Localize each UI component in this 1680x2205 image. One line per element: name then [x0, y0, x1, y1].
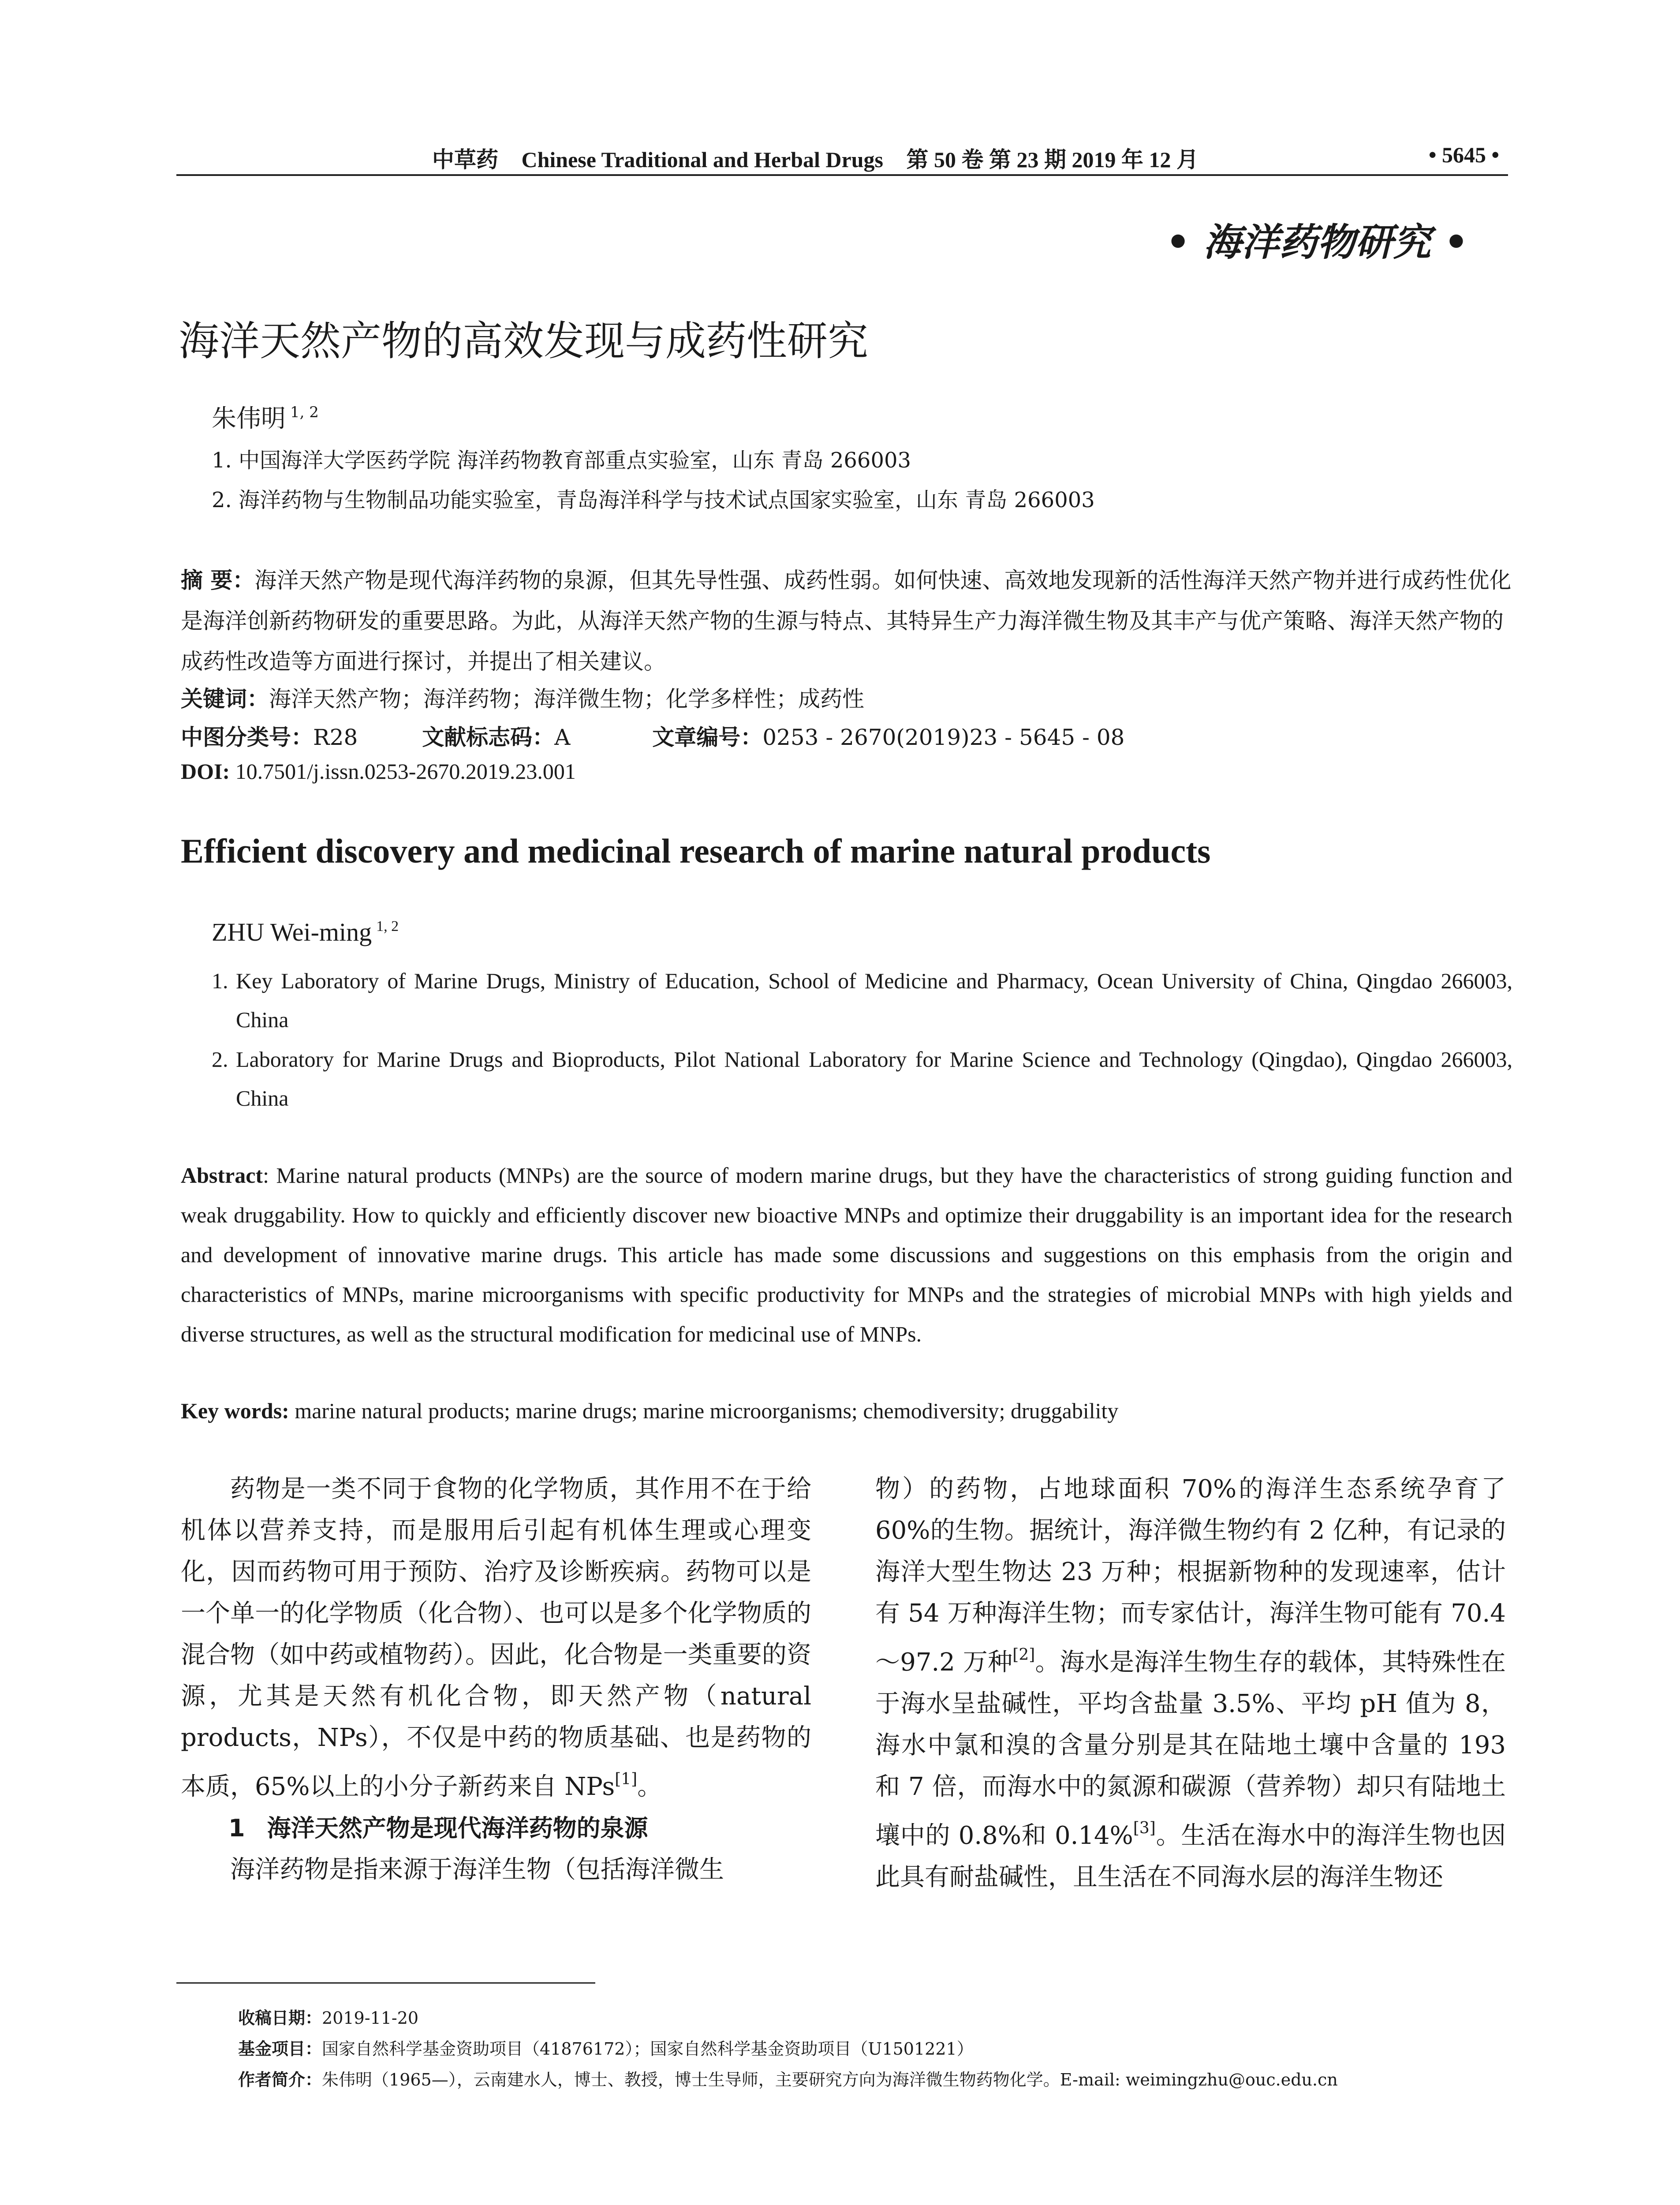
- doi-line: [181, 759, 576, 784]
- body-column-left: [181, 1469, 811, 1891]
- column-tag: • 海洋药物研究 •: [1166, 220, 1468, 265]
- clc-label: 中图分类号：: [181, 725, 313, 750]
- author-sup-cn: 1, 2: [290, 404, 319, 421]
- article-no-value: 0253 - 2670(2019)23 - 5645 - 08: [762, 725, 1125, 750]
- journal-name-cn: 中草药: [432, 146, 498, 172]
- body-paragraph-1-text: 药物是一类不同于食物的化学物质，其作用不在于给机体以营养支持，而是服用后引起有机体生理或心理变化，因而药物可用于预防、治疗及诊断疾病。药物可以是一个单一的化学物质（化合物）、也可以是多个化学物质的混合物（如中药或植物药）。因此，化合物是一类重要的资源，尤其是天然有机化合物，即天然产物（natural products，NPs），不仅是中药的物质基础、也是药物的本质，65%以上的小分子新药来自 NPs: [181, 1475, 811, 1801]
- title-cn: 海洋天然产物的高效发现与成药性研究: [179, 318, 869, 365]
- doc-code-value: A: [554, 725, 571, 750]
- keywords-en: [181, 1398, 1118, 1424]
- footnote-author-bio: [238, 2066, 1338, 2090]
- body-right-text-a: 物）的药物，占地球面积 70%的海洋生态系统孕育了 60%的生物。据统计，海洋微生物约有 2 亿种，有记录的海洋大型生物达 23 万种；根据新物种的发现速率，估计有 54 万种海洋生物；而专家估计，海洋生物可能有 70.4～97.2 万种: [875, 1475, 1506, 1677]
- keywords-en-label: Key words:: [181, 1398, 289, 1423]
- journal-info: [432, 142, 1198, 174]
- keywords-cn-label: 关键词：: [181, 686, 269, 712]
- journal-name-en: Chinese Traditional and Herbal Drugs: [521, 147, 883, 172]
- page-number: • 5645 •: [1428, 142, 1499, 167]
- affiliation-cn-2: 2. 海洋药物与生物制品功能实验室，青岛海洋科学与技术试点国家实验室，山东 青岛 266003: [212, 488, 1095, 512]
- body-right-text-b: 。海水是海洋生物生存的载体，其特殊性在于海水呈盐碱性，平均含盐量 3.5%、平均 pH 值为 8，海水中氯和溴的含量分别是其在陆地土壤中含量的 193 和 7 倍，而海水中的氮源和碳源（营养物）却只有陆地土壤中的 0.8%和 0.14%: [875, 1648, 1506, 1850]
- section-heading-1: [181, 1808, 811, 1849]
- affiliation-en-2-num: 2.: [212, 1047, 228, 1072]
- body-paragraph-1: [181, 1469, 811, 1808]
- abstract-en: [181, 1155, 1512, 1354]
- citation-2: [2]: [1012, 1646, 1035, 1664]
- body-paragraph-2: 海洋药物是指来源于海洋生物（包括海洋微生: [230, 1855, 724, 1884]
- clc-value: R28: [313, 725, 358, 750]
- fund-label: 基金项目：: [238, 2039, 322, 2059]
- author-en: [212, 917, 399, 947]
- author-sup-en: 1, 2: [376, 918, 399, 934]
- abstract-en-text: : Marine natural products (MNPs) are the source of modern marine drugs, but they have the characteristics of strong guiding function and weak druggability. How to quickly and efficiently discover new bioactive MNPs and optimize their druggability is an important idea for the research and development of innovative marine drugs. This article has made some discussions and suggestions on this emphasis from the origin and characteristics of MNPs, marine microorganisms with specific productivity for MNPs and the strategies of microbial MNPs with high yields and diverse structures, as well as the structural modification for medicinal use of MNPs.: [181, 1163, 1512, 1346]
- footnote-rule: [176, 1982, 595, 1984]
- body-right-text-c: 。生活在海水中的海洋生物也因此具有耐盐碱性，且生活在不同海水层的海洋生物还: [875, 1821, 1506, 1891]
- running-header: [176, 142, 1508, 176]
- affiliation-cn-1: 1. 中国海洋大学医药学院 海洋药物教育部重点实验室，山东 青岛 266003: [212, 448, 911, 473]
- section-title: 海洋天然产物是现代海洋药物的泉源: [267, 1814, 648, 1842]
- received-label: 收稿日期：: [238, 2008, 322, 2028]
- author-name-cn: 朱伟明: [212, 404, 286, 433]
- affiliation-en-1: [212, 961, 1512, 1039]
- body-paragraph-right: [875, 1469, 1506, 1898]
- affiliation-en-2: [212, 1040, 1512, 1117]
- doc-code-label: 文献标志码：: [422, 725, 555, 750]
- affiliation-en-2-text: Laboratory for Marine Drugs and Bioproducts, Pilot National Laboratory for Marine Science and Technology (Qingdao), Qingdao 266003, China: [236, 1047, 1512, 1110]
- citation-3: [3]: [1133, 1819, 1156, 1837]
- body-column-right: [875, 1469, 1506, 1898]
- section-number: 1: [228, 1814, 245, 1842]
- author-cn: [212, 399, 319, 434]
- keywords-cn-text: 海洋天然产物；海洋药物；海洋微生物；化学多样性；成药性: [269, 686, 864, 712]
- abstract-cn-label: 摘 要：: [181, 568, 255, 593]
- affiliation-en-1-num: 1.: [212, 968, 228, 993]
- title-en: Efficient discovery and medicinal research of marine natural products: [181, 832, 1211, 870]
- author-name-en: ZHU Wei-ming: [212, 918, 372, 946]
- issue-info: 第 50 卷 第 23 期 2019 年 12 月: [906, 147, 1198, 172]
- bio-label: 作者简介：: [238, 2070, 322, 2089]
- classification-line: [181, 720, 1125, 751]
- fund-text: 国家自然科学基金资助项目（41876172）；国家自然科学基金资助项目（U1501221）: [322, 2039, 974, 2059]
- citation-1: [1]: [615, 1770, 638, 1788]
- affiliation-en-1-text: Key Laboratory of Marine Drugs, Ministry of Education, School of Medicine and Pharmacy, Ocean University of China, Qingdao 266003, China: [236, 968, 1512, 1032]
- article-no-label: 文章编号：: [652, 725, 763, 750]
- abstract-cn-text: 海洋天然产物是现代海洋药物的泉源，但其先导性强、成药性弱。如何快速、高效地发现新的活性海洋天然产物并进行成药性优化是海洋创新药物研发的重要思路。为此，从海洋天然产物的生源与特点、其特异生产力海洋微生物及其丰产与优产策略、海洋天然产物的成药性改造等方面进行探讨，并提出了相关建议。: [181, 568, 1512, 674]
- header-rule: [176, 174, 1508, 176]
- doi-value: 10.7501/j.issn.0253-2670.2019.23.001: [235, 759, 576, 784]
- received-date: 2019-11-20: [322, 2008, 419, 2028]
- keywords-cn: [181, 681, 864, 713]
- abstract-cn: [181, 560, 1512, 682]
- body-paragraph-1-end: 。: [637, 1772, 662, 1801]
- keywords-en-text: marine natural products; marine drugs; marine microorganisms; chemodiversity; druggability: [289, 1398, 1119, 1423]
- footnote-received: [238, 2004, 418, 2029]
- bio-text: 朱伟明（1965—），云南建水人，博士、教授，博士生导师，主要研究方向为海洋微生物药物化学。E-mail: weimingzhu@ouc.edu.cn: [322, 2070, 1338, 2089]
- footnote-fund: [238, 2035, 974, 2059]
- doi-label: DOI:: [181, 759, 230, 784]
- abstract-en-label: Abstract: [181, 1163, 263, 1188]
